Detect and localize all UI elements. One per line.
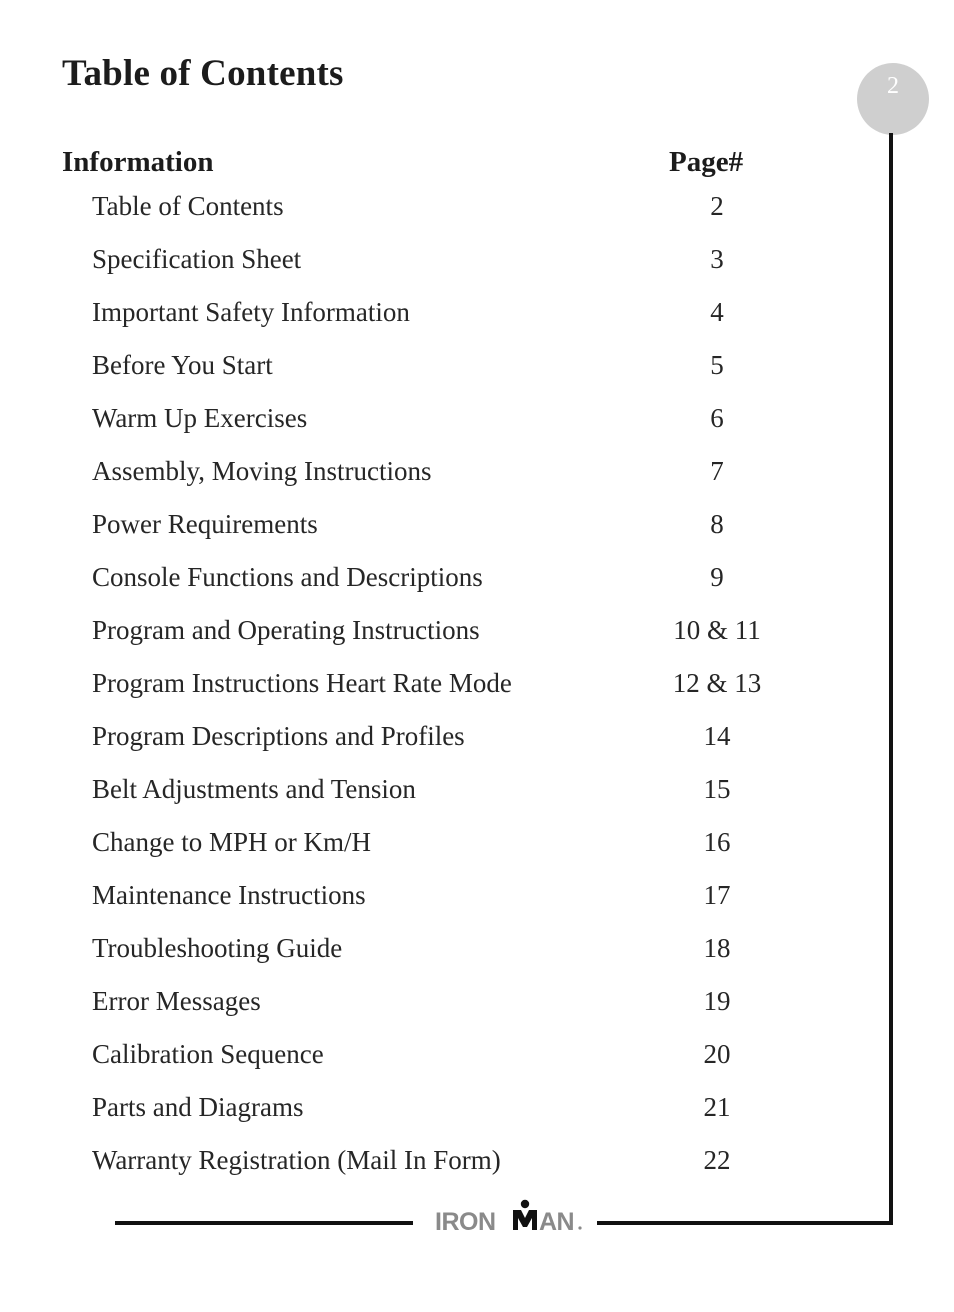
toc-entry-label: Error Messages [92,986,261,1016]
toc-entry-page: 8 [710,509,724,539]
toc-entry-page: 20 [703,1039,731,1069]
toc-row[interactable] [0,345,954,385]
toc-entry-label: Parts and Diagrams [92,1092,304,1122]
toc-entry-label: Calibration Sequence [92,1039,324,1069]
toc-entry-page: 2 [710,191,724,221]
toc-entry-label: Belt Adjustments and Tension [92,774,416,804]
information-column-header: Information [62,146,214,178]
toc-entry-page: 18 [703,933,731,963]
toc-row[interactable] [0,451,954,491]
toc-row[interactable] [0,1140,954,1180]
toc-entry-label: Program Instructions Heart Rate Mode [92,668,512,698]
toc-row[interactable] [0,504,954,544]
svg-text:AN: AN [539,1208,575,1236]
toc-entry-label: Console Functions and Descriptions [92,562,483,592]
toc-entry-page: 15 [703,774,731,804]
toc-row[interactable] [0,1087,954,1127]
toc-row[interactable] [0,186,954,226]
toc-entry-page: 12 & 13 [672,668,762,698]
toc-entry-label: Important Safety Information [92,297,410,327]
toc-entry-page: 21 [703,1092,731,1122]
toc-entry-page: 17 [703,880,731,910]
toc-row[interactable] [0,610,954,650]
svg-text:IRON: IRON [435,1208,496,1236]
footer-rule-right [597,1221,893,1225]
page-number: 2 [887,73,899,99]
toc-entry-page: 4 [710,297,724,327]
toc-entry-label: Change to MPH or Km/H [92,827,371,857]
toc-row[interactable] [0,716,954,756]
toc-entry-label: Assembly, Moving Instructions [92,456,432,486]
toc-entry-page: 22 [703,1145,731,1175]
toc-row[interactable] [0,239,954,279]
toc-entry-label: Before You Start [92,350,273,380]
toc-entry-label: Warranty Registration (Mail In Form) [92,1145,501,1175]
toc-row[interactable] [0,822,954,862]
toc-entry-page: 14 [703,721,731,751]
toc-entry-label: Warm Up Exercises [92,403,308,433]
toc-row[interactable] [0,1034,954,1074]
toc-row[interactable] [0,398,954,438]
toc-entry-page: 6 [710,403,724,433]
page-title: Table of Contents [62,53,344,94]
toc-entry-label: Troubleshooting Guide [92,933,343,963]
toc-entry-label: Program Descriptions and Profiles [92,721,465,751]
toc-row[interactable] [0,557,954,597]
page-column-header: Page# [669,146,744,178]
toc-entry-label: Specification Sheet [92,244,302,274]
toc-entry-page: 5 [710,350,724,380]
toc-entry-page: 19 [703,986,731,1016]
toc-entry-page: 9 [710,562,724,592]
toc-row[interactable] [0,292,954,332]
toc-entry-label: Maintenance Instructions [92,880,366,910]
toc-entry-label: Power Requirements [92,509,318,539]
toc-entry-page: 3 [710,244,724,274]
footer-rule-left [115,1221,413,1225]
toc-row[interactable] [0,875,954,915]
toc-entry-label: Table of Contents [92,191,284,221]
toc-entry-page: 10 & 11 [673,615,761,645]
ironman-logo [433,1196,585,1236]
toc-row[interactable] [0,928,954,968]
toc-entry-page: 16 [703,827,731,857]
toc-row[interactable] [0,981,954,1021]
toc-row[interactable] [0,769,954,809]
toc-entry-page: 7 [710,456,724,486]
toc-row[interactable] [0,663,954,703]
toc-entry-label: Program and Operating Instructions [92,615,480,645]
